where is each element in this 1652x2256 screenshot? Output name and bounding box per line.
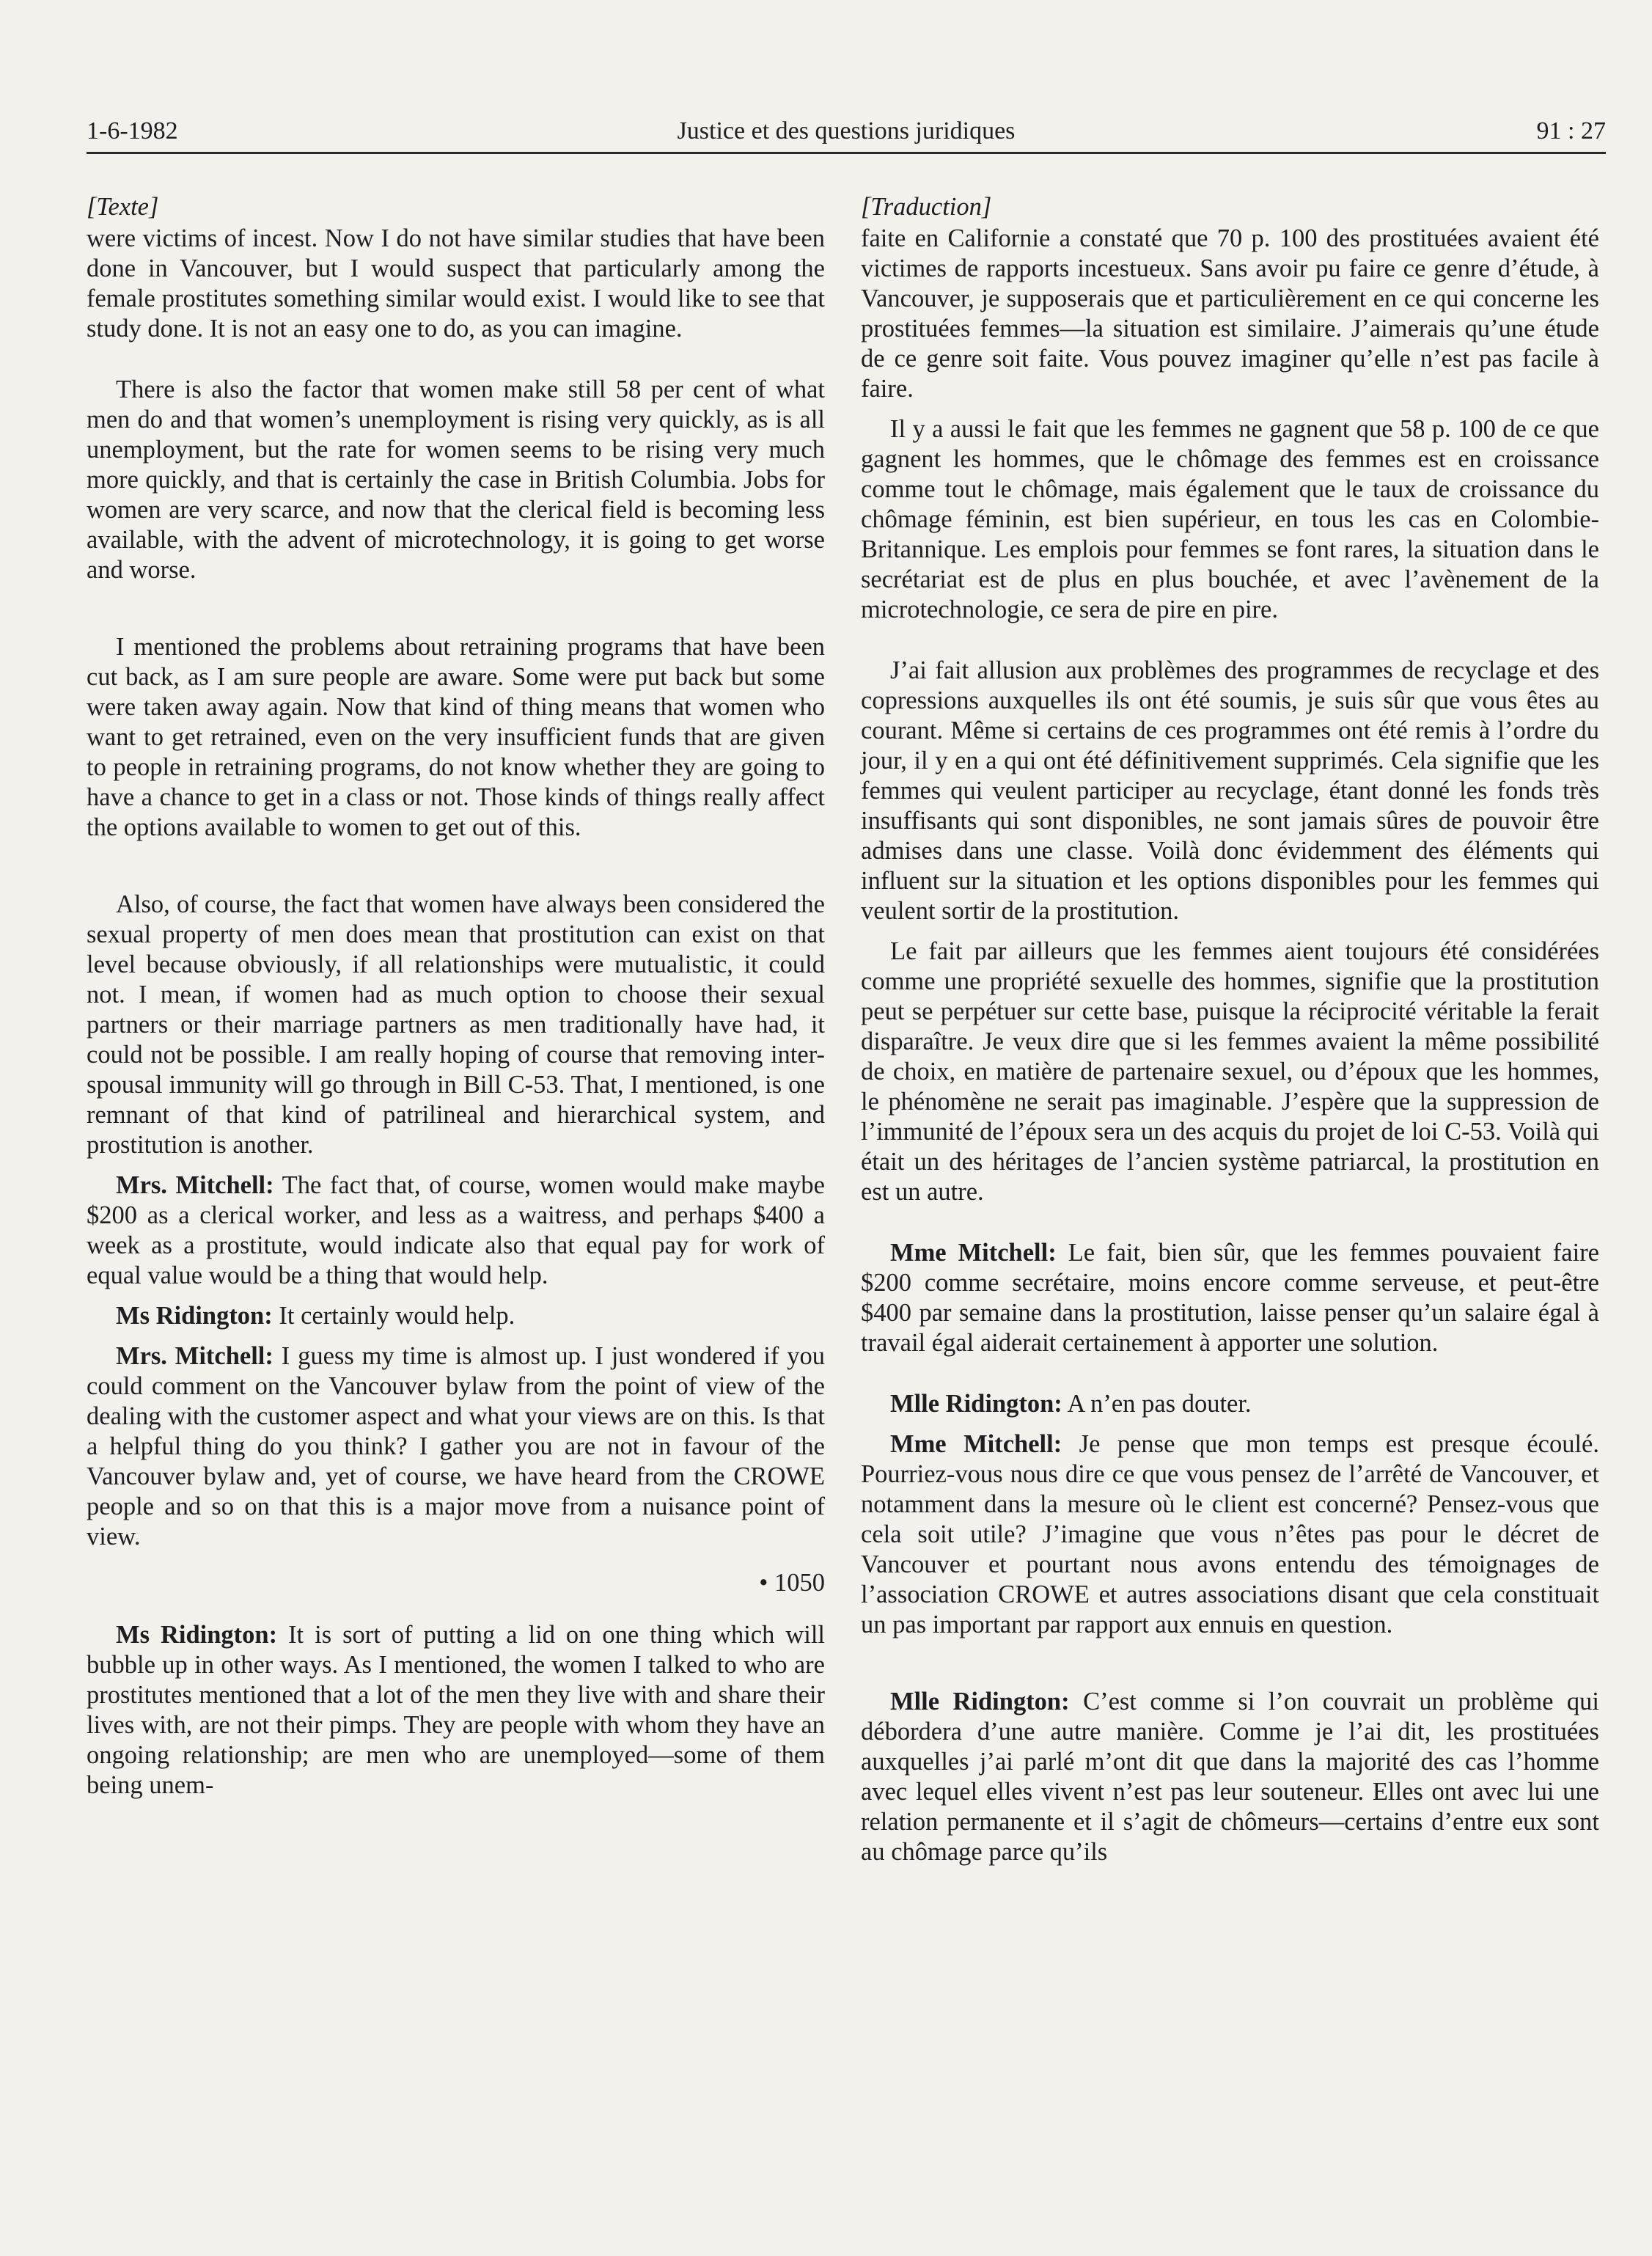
- speaker-name: Ms Ridington:: [116, 1302, 273, 1330]
- column-label-traduction: [Traduction]: [861, 193, 992, 221]
- header-rule: [87, 152, 1606, 154]
- speaker-text: It is sort of putting a lid on one thing which will bubble up in other ways. As I mentioned, the women I talked to who are prostitutes mentioned that a lot of the men they live with and share their lives with, are not their pimps. They are people with whom they have an ongoing relationship; are men who are unemployed—some of them being unem-: [87, 1621, 825, 1799]
- speaker-name: Mlle Ridington:: [890, 1390, 1062, 1418]
- paragraph: were victims of incest. Now I do not have similar studies that have been done in Vancouver, but I would suspect that particularly among the female prostitutes something similar would exist. I would like to see that study done. It is not an easy one to do, as you can imagine.: [87, 224, 825, 343]
- speaker-paragraph: [861, 1238, 1599, 1358]
- paragraph: faite en Californie a constaté que 70 p. 100 des prostituées avaient été victimes de rapports incestueux. Sans avoir pu faire ce genre d’étude, à Vancouver, je supposerais que et particulièrement en ce qui concerne les prostituées femmes—la situation est similaire. J’aimerais qu’une étude de ce genre soit faite. Vous pouvez imaginer qu’elle n’est pas facile à faire.: [861, 224, 1599, 403]
- paragraph: I mentioned the problems about retraining programs that have been cut back, as I am sure people are aware. Some were put back but some were taken away again. Now that kind of thing means that women who want to get retrained, even on the very insufficient funds that are given to people in retraining programs, do not know whether they are going to have a chance to get in a class or not. Those kinds of things really affect the options available to women to get out of this.: [87, 633, 825, 841]
- speaker-text: C’est comme si l’on couvrait un problème qui débordera d’une autre manière. Comme je l’ai dit, les prostituées auxquelles j’ai parlé m’ont dit que dans la majorité des cas l’homme avec lequel elles vivent n’est pas leur souteneur. Elles ont avec lui une relation permanente et il s’agit de chômeurs—certains d’entre eux sont au chômage parce qu’ils: [861, 1688, 1599, 1866]
- right-column-french: [861, 192, 1599, 1867]
- speaker-paragraph: [87, 1301, 825, 1331]
- speaker-paragraph: [861, 1429, 1599, 1640]
- speaker-name: Mme Mitchell:: [890, 1430, 1062, 1458]
- paragraph: Also, of course, the fact that women have always been considered the sexual property of men does mean that prostitution can exist on that level because obviously, if all relationships were mutualistic, it could not. I mean, if women had as much option to choose their sexual partners or their marriage partners as men traditionally have had, it could not be possible. I am really hoping of course that removing inter-spousal immunity will go through in Bill C-53. That, I mentioned, is one remnant of that kind of patrilineal and hierarchical system, and prostitution is another.: [87, 890, 825, 1159]
- timestamp: • 1050: [759, 1569, 825, 1597]
- speaker-paragraph: [87, 1341, 825, 1552]
- header-title: Justice et des questions juridiques: [677, 117, 1016, 144]
- speaker-paragraph: [861, 1389, 1599, 1419]
- speaker-text: A n’en pas douter.: [1062, 1390, 1252, 1418]
- speaker-name: Mrs. Mitchell:: [116, 1171, 274, 1199]
- left-column-english: [87, 192, 825, 1801]
- paragraph: Il y a aussi le fait que les femmes ne gagnent que 58 p. 100 de ce que gagnent les hommes, que le chômage des femmes est en croissance comme tout le chômage, mais également que le taux de croissance du chômage féminin, est bien supérieur, en tous les cas en Colombie-Britannique. Les emplois pour femmes se font rares, la situation dans le secrétariat est de plus en plus bouchée, et avec l’avènement de la microtechnologie, ce sera de pire en pire.: [861, 415, 1599, 623]
- header-page-number: 91 : 27: [1536, 117, 1606, 144]
- speaker-name: Mme Mitchell:: [890, 1239, 1057, 1267]
- paragraph: Le fait par ailleurs que les femmes aient toujours été considérées comme une propriété sexuelle des hommes, signifie que la prostitution peut se perpétuer sur cette base, puisque la réciprocité véritable la ferait disparaître. Je veux dire que si les femmes avaient la même possibilité de choix, en matière de partenaire sexuel, ou d’époux que les hommes, le phénomène ne serait pas imaginable. J’espère que la suppression de l’immunité de l’époux sera un des acquis du projet de loi C-53. Voilà qui était un des héritages de l’ancien système patriarcal, la prostitution en est un autre.: [861, 937, 1599, 1206]
- speaker-text: Le fait, bien sûr, que les femmes pouvaient faire $200 comme secrétaire, moins encore comme serveuse, et peut-être $400 par semaine dans la prostitution, laisse penser qu’un salaire égal à travail égal aiderait certainement à apporter une solution.: [861, 1239, 1599, 1357]
- speaker-paragraph: [87, 1171, 825, 1291]
- speaker-name: Mrs. Mitchell:: [116, 1342, 274, 1370]
- column-label-texte: [Texte]: [87, 193, 159, 221]
- speaker-paragraph: [87, 1620, 825, 1801]
- header-date: 1-6-1982: [87, 117, 178, 144]
- paragraph: There is also the factor that women make still 58 per cent of what men do and that women’s unemployment is rising very quickly, as is all unemployment, but the rate for women seems to be rising very much more quickly, and that is certainly the case in British Columbia. Jobs for women are very scarce, and now that the clerical field is becoming less available, with the advent of microtechnology, it is going to get worse and worse.: [87, 376, 825, 584]
- paragraph: J’ai fait allusion aux problèmes des programmes de recyclage et des copressions auxquelles ils ont été soumis, je suis sûr que vous êtes au courant. Même si certains de ces programmes ont été remis à l’ordre du jour, il y en a qui ont été définitivement supprimés. Cela signifie que les femmes qui veulent participer au recyclage, étant donné les fonds très insuffisants qui sont disponibles, ne sont jamais sûres de pouvoir être admises dans une classe. Voilà donc évidemment des éléments qui influent sur la situation et les options disponibles pour les femmes qui veulent sortir de la prostitution.: [861, 656, 1599, 925]
- speaker-text: I guess my time is almost up. I just wondered if you could comment on the Vancouver bylaw from the point of view of the dealing with the customer aspect and what your views are on this. Is that a helpful thing do you think? I gather you are not in favour of the Vancouver bylaw and, yet of course, we have heard from the CROWE people and so on that this is a major move from a nuisance point of view.: [87, 1342, 825, 1550]
- speaker-text: Je pense que mon temps est presque écoulé. Pourriez-vous nous dire ce que vous pensez de l’arrêté de Vancouver, et notamment dans la mesure où le client est concerné? Pensez-vous que cela soit utile? J’imagine que vous n’êtes pas pour le décret de Vancouver et pourtant nous avons entendu des témoignages de l’association CROWE et autres associations disant que cela constituait un pas important par rapport aux ennuis en question.: [861, 1430, 1599, 1638]
- speaker-text: It certainly would help.: [272, 1302, 515, 1330]
- speaker-text: The fact that, of course, women would make maybe $200 as a clerical worker, and less as a waitress, and perhaps $400 a week as a prostitute, would indicate also that equal pay for work of equal value would be a thing that would help.: [87, 1171, 825, 1289]
- speaker-paragraph: [861, 1687, 1599, 1867]
- speaker-name: Mlle Ridington:: [890, 1688, 1070, 1715]
- page-header: [87, 117, 1606, 153]
- speaker-name: Ms Ridington:: [116, 1621, 278, 1649]
